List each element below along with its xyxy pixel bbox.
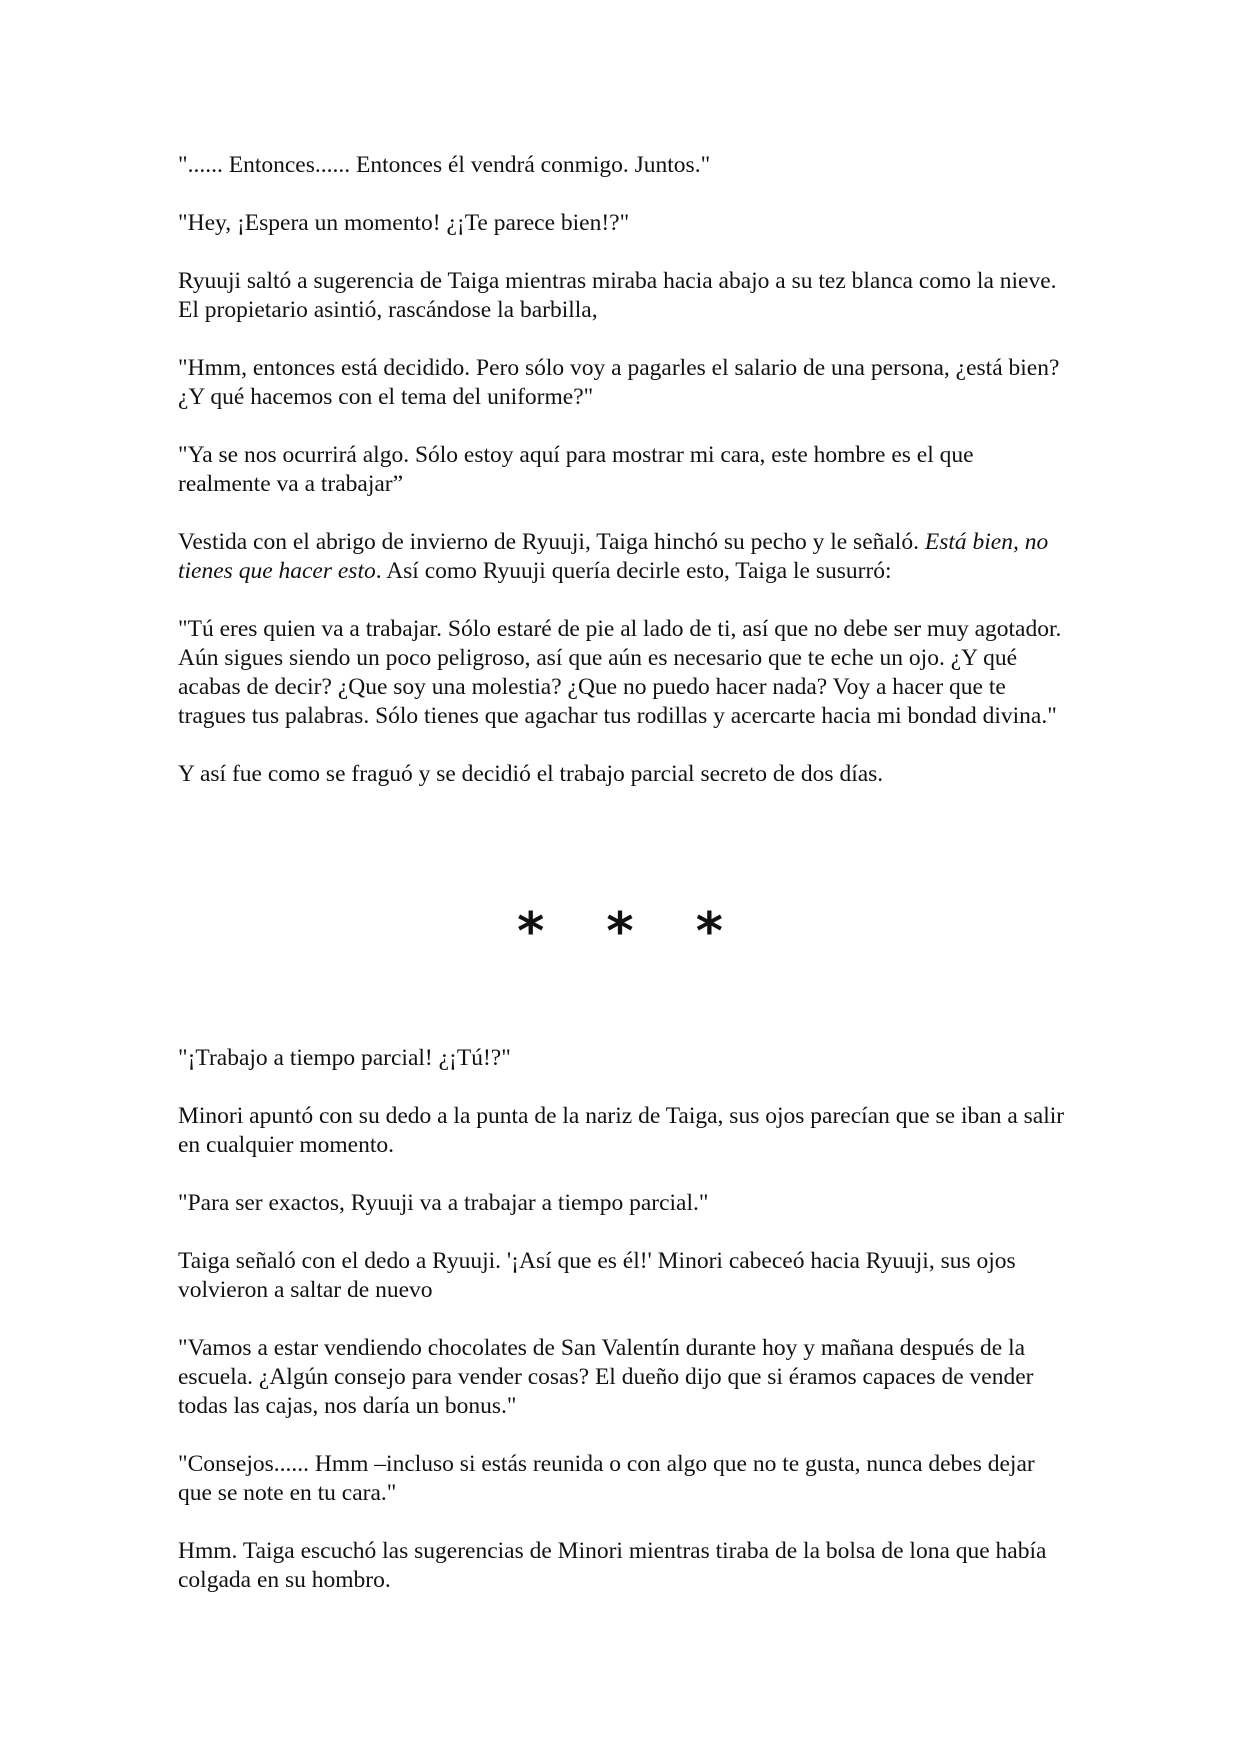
scene-separator: * * * [517,902,745,962]
paragraph-text: Vestida con el abrigo de invierno de Ryuuji, Taiga hinchó su pecho y le señaló. [178,529,925,555]
paragraph: "Vamos a estar vendiendo chocolates de San Valentín durante hoy y mañana después de la escuela. ¿Algún consejo para vender cosas? El dueño dijo que si éramos capaces de vender todas las cajas, nos daría un bonus." [178,1335,1034,1419]
paragraph: "Hey, ¡Espera un momento! ¿¡Te parece bien!?" [178,210,630,236]
paragraph: "Ya se nos ocurrirá algo. Sólo estoy aquí para mostrar mi cara, este hombre es el que realmente va a trabajar” [178,442,974,497]
paragraph: "Para ser exactos, Ryuuji va a trabajar a tiempo parcial." [178,1190,709,1216]
paragraph: "Consejos...... Hmm –incluso si estás reunida o con algo que no te gusta, nunca debes dejar que se note en tu cara." [178,1451,1035,1506]
paragraph: Hmm. Taiga escuchó las sugerencias de Minori mientras tiraba de la bolsa de lona que había colgada en su hombro. [178,1538,1047,1593]
paragraph: "¡Trabajo a tiempo parcial! ¿¡Tú!?" [178,1045,511,1071]
paragraph: "...... Entonces...... Entonces él vendrá conmigo. Juntos." [178,152,711,178]
paragraph: Minori apuntó con su dedo a la punta de la nariz de Taiga, sus ojos parecían que se iban a salir en cualquier momento. [178,1103,1065,1158]
paragraph: Y así fue como se fraguó y se decidió el trabajo parcial secreto de dos días. [178,761,884,787]
section-one [0,151,1240,789]
section-two [0,1044,1240,1595]
paragraph-with-italic [178,528,1070,586]
paragraph: Ryuuji saltó a sugerencia de Taiga mientras miraba hacia abajo a su tez blanca como la nieve. El propietario asintió, rascándose la barbilla, [178,268,1057,323]
italic-thought: Está bien, no tienes que hacer esto [178,529,1049,584]
paragraph-text: . Así como Ryuuji quería decirle esto, Taiga le susurró: [375,558,892,584]
paragraph: "Hmm, entonces está decidido. Pero sólo voy a pagarles el salario de una persona, ¿está bien? ¿Y qué hacemos con el tema del uniforme?" [178,355,1060,410]
paragraph: Taiga señaló con el dedo a Ryuuji. '¡Así que es él!' Minori cabeceó hacia Ryuuji, sus ojos volvieron a saltar de nuevo [178,1248,1016,1303]
paragraph: "Tú eres quien va a trabajar. Sólo estaré de pie al lado de ti, así que no debe ser muy agotador. Aún sigues siendo un poco peligroso, así que aún es necesario que te eche un ojo. ¿Y qué acabas de decir? ¿Que soy una molestia? ¿Que no puedo hacer nada? Voy a hacer que te tragues tus palabras. Sólo tienes que agachar tus rodillas y acercarte hacia mi bondad divina." [178,616,1062,729]
